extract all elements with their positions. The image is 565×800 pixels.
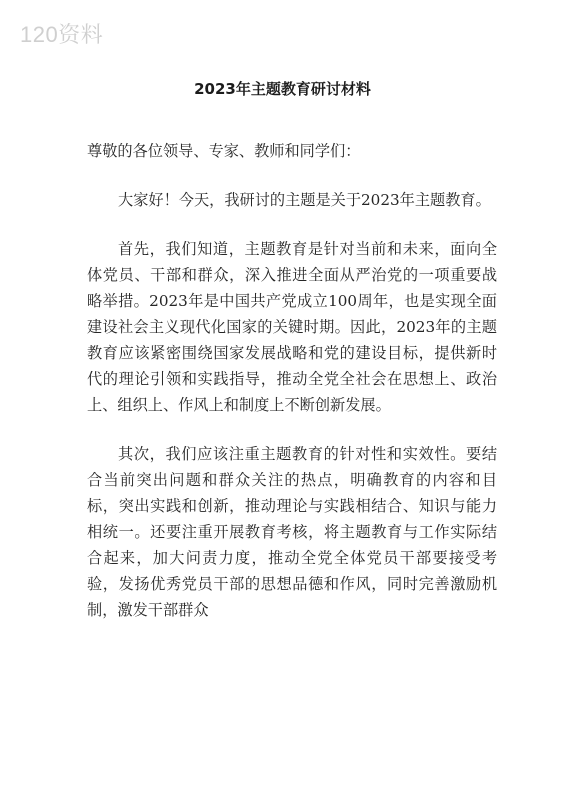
watermark: 120资料 [20,22,104,47]
salutation: 尊敬的各位领导、专家、教师和同学们： [87,142,361,160]
document-body [87,138,497,646]
paragraph-second-point: 其次，我们应该注重主题教育的针对性和实效性。要结合当前突出问题和群众关注的热点，明确教育的内容和目标，突出实践和创新，推动理论与实践相结合、知识与能力相统一。还要注重开展教育考核，将主题教育与工作实际结合起来，加大问责力度，推动全党全体党员干部要接受考验，发扬优秀党员干部的思想品德和作风，同时完善激励机制，激发干部群众 [87,445,497,619]
paragraph-first-point: 首先，我们知道，主题教育是针对当前和未来，面向全体党员、干部和群众，深入推进全面从严治党的一项重要战略举措。2023年是中国共产党成立100周年，也是实现全面建设社会主义现代化国家的关键时期。因此，2023年的主题教育应该紧密围绕国家发展战略和党的建设目标，提供新时代的理论引领和实践指导，推动全党全社会在思想上、政治上、组织上、作风上和制度上不断创新发展。 [87,240,497,414]
paragraph-greeting: 大家好！今天，我研讨的主题是关于2023年主题教育。 [118,191,491,209]
document-title: 2023年主题教育研讨材料 [194,80,371,98]
